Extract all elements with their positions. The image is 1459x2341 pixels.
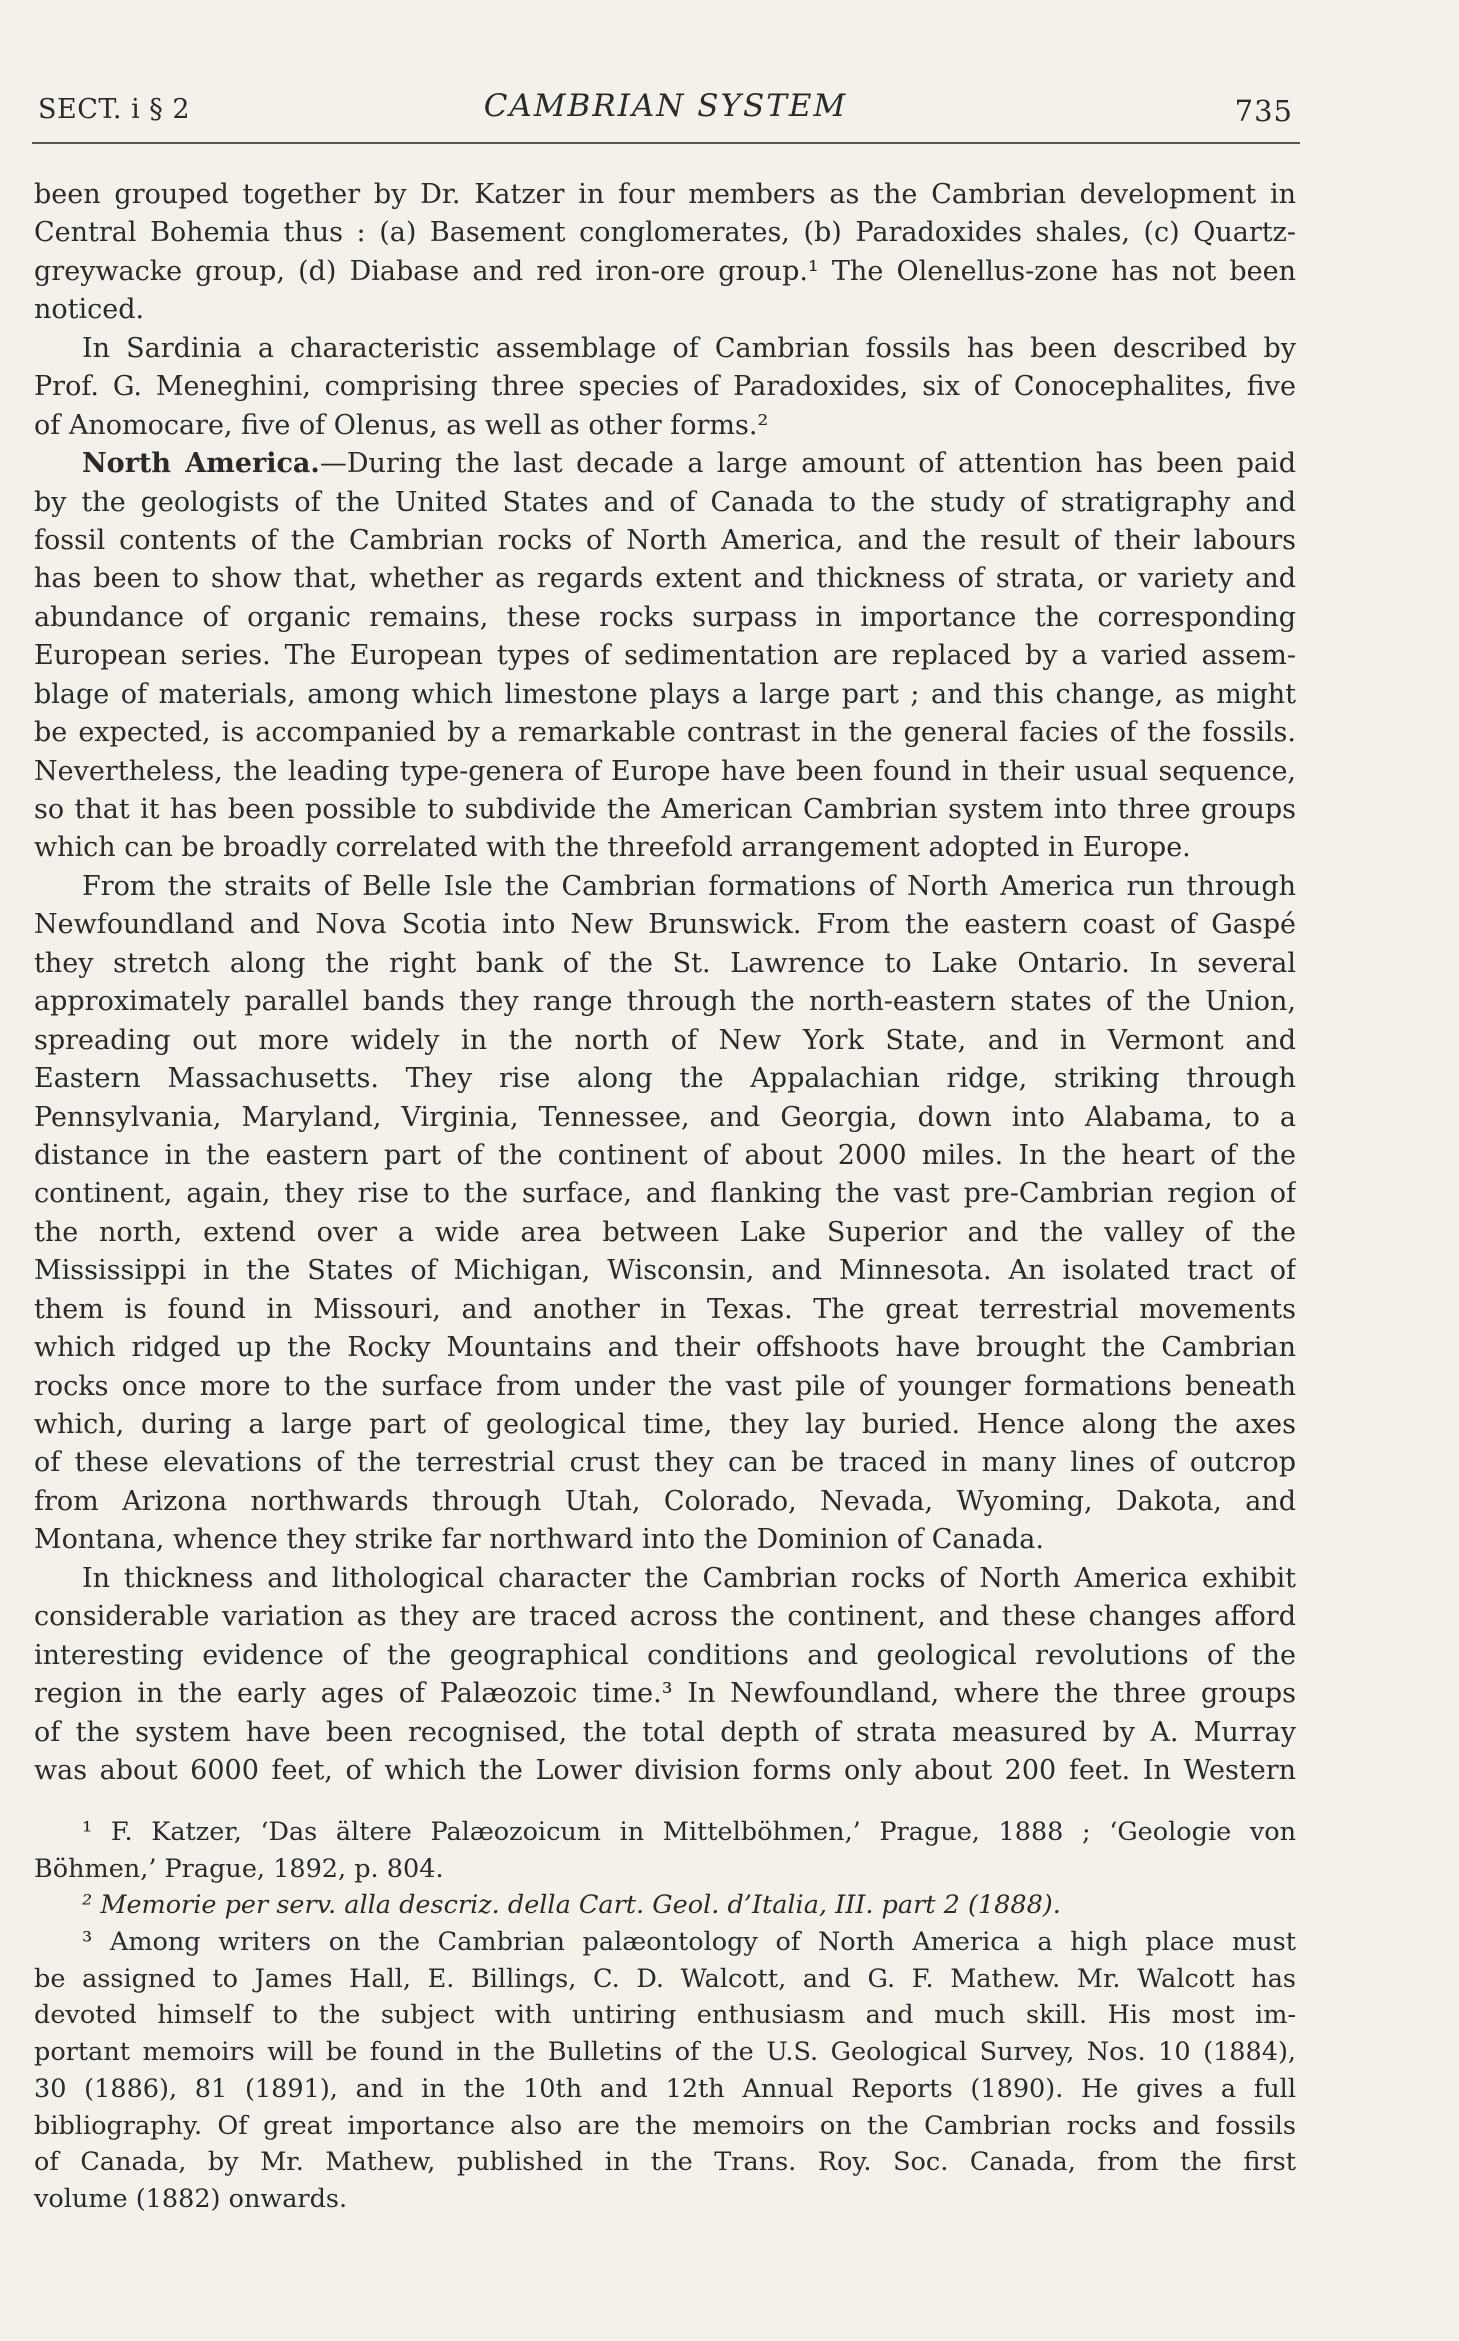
text-line: abundance of organic remains, these rocks surpass in importance the corresponding [34, 601, 1296, 633]
text-line: Eastern Massachusetts. They rise along the Appalachian ridge, striking through [34, 1063, 1296, 1095]
text-line: Mississippi in the States of Michigan, Wisconsin, and Minnesota. An isolated tract of [34, 1255, 1296, 1287]
text-line: be expected, is accompanied by a remarkable contrast in the general facies of the fossils. [34, 717, 1296, 749]
text-line: approximately parallel bands they range through the north-eastern states of the Union, [34, 986, 1296, 1018]
text-line: region in the early ages of Palæozoic time.³ In Newfoundland, where the three groups [34, 1678, 1296, 1710]
page-number: 735 [1234, 94, 1293, 128]
text-line: Prof. G. Meneghini, comprising three species of Paradoxides, six of Conocephalites, five [34, 371, 1296, 403]
text-line: of Anomocare, five of Olenus, as well as other forms.² [34, 409, 769, 441]
footnote-line: ³ Among writers on the Cambrian palæontology of North America a high place must [82, 1927, 1296, 1958]
section-label: SECT. i § 2 [38, 94, 191, 125]
footnote-line: be assigned to James Hall, E. Billings, C. D. Walcott, and G. F. Mathew. Mr. Walcott has [34, 1963, 1296, 1994]
text-line: by the geologists of the United States and of Canada to the study of stratigraphy and [34, 486, 1296, 518]
text-line: fossil contents of the Cambrian rocks of North America, and the result of their labours [34, 524, 1296, 556]
text-line: European series. The European types of sedimentation are replaced by a varied assem- [34, 640, 1296, 672]
footnote-line: 30 (1886), 81 (1891), and in the 10th and 12th Annual Reports (1890). He gives a full [34, 2073, 1296, 2104]
text-line: Central Bohemia thus : (a) Basement conglomerates, (b) Paradoxides shales, (c) Quartz- [34, 217, 1296, 249]
footnotes [34, 1814, 1296, 2218]
text-line: has been to show that, whether as regards extent and thickness of strata, or variety and [34, 563, 1296, 595]
text-line: In Sardinia a characteristic assemblage of Cambrian fossils has been described by [82, 332, 1296, 364]
text-line: greywacke group, (d) Diabase and red iron-ore group.¹ The Olenellus-zone has not been [34, 255, 1296, 287]
section-heading-north-america: North America. [82, 448, 320, 480]
running-title: CAMBRIAN SYSTEM [483, 88, 848, 124]
footnote-line: portant memoirs will be found in the Bulletins of the U.S. Geological Survey, Nos. 10 (1884), [34, 2037, 1296, 2068]
text-line: been grouped together by Dr. Katzer in four members as the Cambrian development in [34, 179, 1296, 210]
text-line: noticed. [34, 294, 145, 326]
text-line: of the system have been recognised, the total depth of strata measured by A. Murray [34, 1716, 1296, 1748]
footnote-line: of Canada, by Mr. Mathew, published in the Trans. Roy. Soc. Canada, from the first [34, 2147, 1296, 2178]
main-text [34, 176, 1296, 1790]
text-line: Pennsylvania, Maryland, Virginia, Tennessee, and Georgia, down into Alabama, to a [34, 1101, 1296, 1133]
text-line: which ridged up the Rocky Mountains and their offshoots have brought the Cambrian [34, 1332, 1296, 1364]
text-line: distance in the eastern part of the continent of about 2000 miles. In the heart of the [34, 1139, 1296, 1171]
text-line: the north, extend over a wide area between Lake Superior and the valley of the [34, 1216, 1296, 1248]
text-line: from Arizona northwards through Utah, Colorado, Nevada, Wyoming, Dakota, and [34, 1485, 1296, 1517]
footnote-line: Böhmen,’ Prague, 1892, p. 804. [34, 1853, 444, 1884]
text-line: they stretch along the right bank of the St. Lawrence to Lake Ontario. In several [34, 947, 1296, 979]
text-line: was about 6000 feet, of which the Lower division forms only about 200 feet. In Western [34, 1754, 1296, 1786]
text-line: interesting evidence of the geographical conditions and geological revolutions of the [34, 1639, 1296, 1671]
text-line: From the straits of Belle Isle the Cambrian formations of North America run through [82, 870, 1296, 902]
footnote-line: devoted himself to the subject with untiring enthusiasm and much skill. His most im- [34, 2000, 1296, 2031]
text-line: North America.—During the last decade a large amount of attention has been paid [82, 448, 1296, 480]
text-line: continent, again, they rise to the surface, and flanking the vast pre-Cambrian region of [34, 1178, 1296, 1210]
header-rule [32, 142, 1300, 144]
text-line: them is found in Missouri, and another in Texas. The great terrestrial movements [34, 1293, 1296, 1325]
text-line: spreading out more widely in the north of New York State, and in Vermont and [34, 1024, 1296, 1056]
running-header [38, 88, 1293, 128]
text-line: which can be broadly correlated with the threefold arrangement adopted in Europe. [34, 832, 1191, 864]
text-line: blage of materials, among which limestone plays a large part ; and this change, as might [34, 678, 1296, 710]
footnote-line: ² Memorie per serv. alla descriz. della Cart. Geol. d’Italia, III. part 2 (1888). [82, 1890, 1061, 1921]
footnote-line: volume (1882) onwards. [34, 2183, 348, 2214]
text-line: In thickness and lithological character the Cambrian rocks of North America exhibit [82, 1562, 1296, 1594]
footnote-line: ¹ F. Katzer, ‘Das ältere Palæozoicum in Mittelböhmen,’ Prague, 1888 ; ‘Geologie von [82, 1817, 1296, 1847]
text-line: considerable variation as they are traced across the continent, and these changes afford [34, 1601, 1296, 1633]
text-line: which, during a large part of geological time, they lay buried. Hence along the axes [34, 1409, 1296, 1440]
text-line: Newfoundland and Nova Scotia into New Brunswick. From the eastern coast of Gaspé [34, 909, 1296, 941]
text-line: rocks once more to the surface from under the vast pile of younger formations beneath [34, 1370, 1296, 1402]
text-line: of these elevations of the terrestrial crust they can be traced in many lines of outcrop [34, 1447, 1296, 1479]
text-line: Montana, whence they strike far northward into the Dominion of Canada. [34, 1524, 1044, 1556]
footnote-line: bibliography. Of great importance also are the memoirs on the Cambrian rocks and fossils [34, 2110, 1296, 2141]
text-line: Nevertheless, the leading type-genera of Europe have been found in their usual sequence, [34, 755, 1296, 787]
text-line: so that it has been possible to subdivide the American Cambrian system into three groups [34, 794, 1296, 825]
